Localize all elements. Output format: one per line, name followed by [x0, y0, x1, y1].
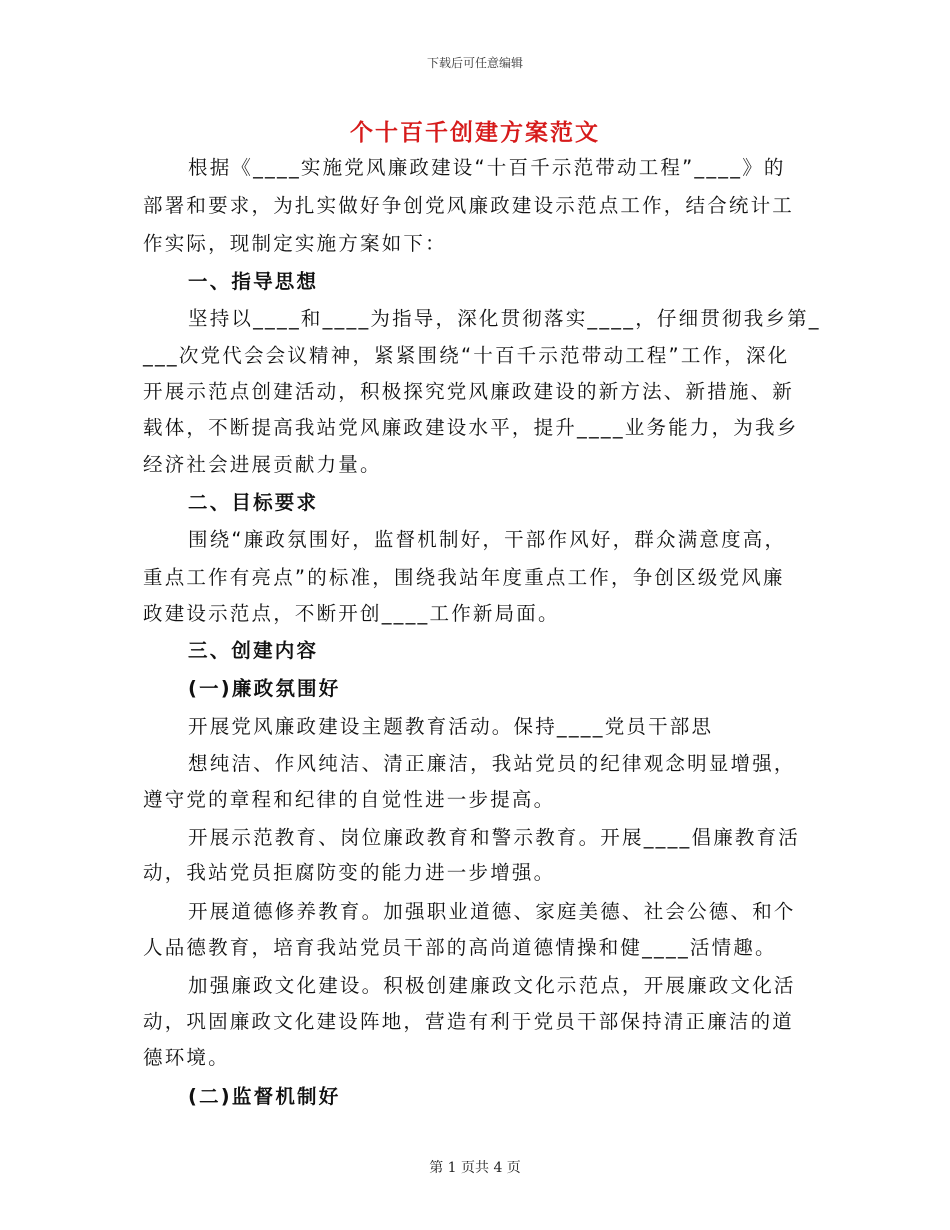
paragraph-line: 开展示范教育、岗位廉政教育和警示教育。开展____倡廉教育活: [188, 826, 801, 849]
paragraph-line: 动，我站党员拒腐防变的能力进一步增强。: [143, 861, 556, 884]
paragraph-line: 根据《____实施党风廉政建设“十百千示范带动工程”____》的: [188, 156, 786, 179]
paragraph-line: 围绕“廉政氛围好，监督机制好，干部作风好，群众满意度高，: [188, 528, 787, 551]
paragraph-line: 开展党风廉政建设主题教育活动。保持____党员干部思: [188, 715, 714, 738]
paragraph-line: 动，巩固廉政文化建设阵地，营造有利于党员干部保持清正廉洁的道: [143, 1010, 795, 1033]
page-footer: 第 1 页共 4 页: [429, 1160, 521, 1176]
section-heading: 二、目标要求: [188, 491, 319, 514]
section-heading: 一、指导思想: [188, 270, 319, 293]
subsection-heading: (二)监督机制好: [188, 1085, 341, 1108]
paragraph-line: 载体，不断提高我站党风廉政建设水平，提升____业务能力，为我乡: [143, 416, 799, 439]
paragraph-line: 想纯洁、作风纯洁、清正廉洁，我站党员的纪律观念明显增强，: [188, 752, 796, 775]
section-heading: 三、创建内容: [188, 639, 319, 662]
paragraph-line: 开展道德修养教育。加强职业道德、家庭美德、社会公德、和个: [188, 900, 796, 923]
paragraph-line: 作实际，现制定实施方案如下：: [143, 232, 447, 255]
paragraph-line: 政建设示范点，不断开创____工作新局面。: [143, 602, 560, 625]
paragraph-line: 加强廉政文化建设。积极创建廉政文化示范点，开展廉政文化活: [188, 974, 796, 997]
paragraph-line: 开展示范点创建活动，积极探究党风廉政建设的新方法、新措施、新: [143, 380, 795, 403]
paragraph-line: 重点工作有亮点”的标准，围绕我站年度重点工作，争创区级党风廉: [143, 566, 785, 589]
document-title: 个十百千创建方案范文: [350, 120, 600, 146]
paragraph-line: ___次党代会会议精神，紧紧围绕“十百千示范带动工程”工作，深化: [143, 344, 790, 367]
paragraph-line: 人品德教育，培育我站党员干部的高尚道德情操和健____活情趣。: [143, 936, 777, 959]
paragraph-line: 遵守党的章程和纪律的自觉性进一步提高。: [143, 788, 556, 811]
subsection-heading: (一)廉政氛围好: [188, 677, 341, 700]
paragraph-line: 部署和要求，为扎实做好争创党风廉政建设示范点工作，结合统计工: [143, 194, 795, 217]
header-note: 下载后可任意编辑: [426, 56, 523, 70]
paragraph-line: 经济社会进展贡献力量。: [143, 453, 382, 476]
paragraph-line: 坚持以____和____为指导，深化贯彻落实____，仔细贯彻我乡第_: [188, 307, 821, 330]
paragraph-line: 德环境。: [143, 1046, 230, 1069]
